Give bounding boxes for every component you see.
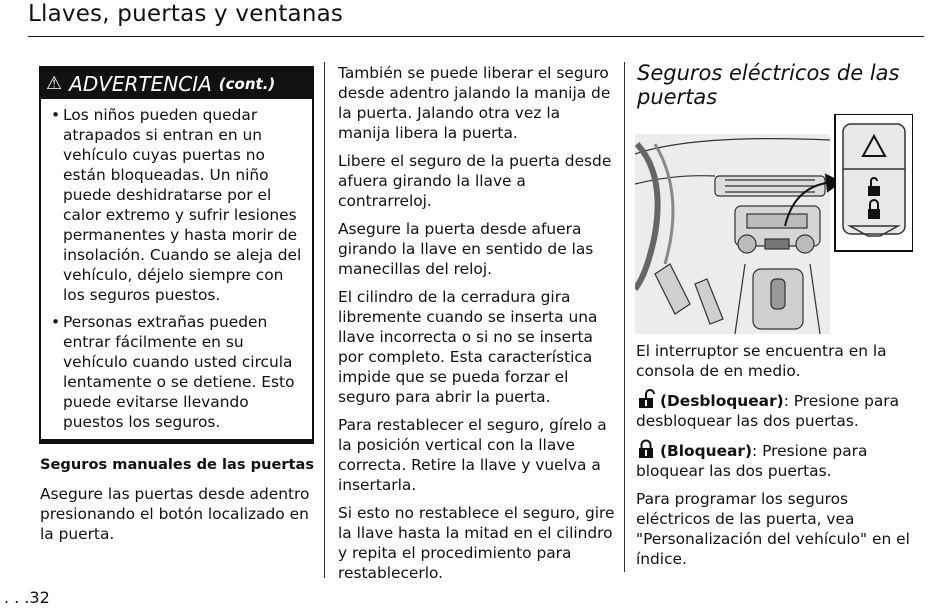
warning-box — [39, 66, 314, 444]
middle-paragraph: Libere el seguro de la puerta desde afuera girando la llave a contrarreloj. — [338, 152, 612, 210]
electric-intro: El interruptor se encuentra en la consola de en medio. — [636, 342, 887, 380]
electric-locks-text — [636, 341, 921, 577]
warning-title: ADVERTENCIA — [69, 71, 212, 96]
warning-list — [41, 99, 312, 432]
unlock-text: : Presione para desbloquear las dos puertas. — [636, 392, 900, 430]
lock-paragraph — [636, 439, 921, 481]
console-illustration — [635, 114, 913, 336]
middle-paragraph: Asegure la puerta desde afuera girando la llave en sentido de las manecillas del reloj. — [338, 220, 594, 278]
lock-label: (Bloquear) — [660, 442, 753, 460]
column-divider-right — [624, 62, 625, 572]
electric-locks-title: Seguros eléctricos de las puertas — [637, 61, 900, 109]
program-paragraph: Para programar los seguros eléctricos de las puerta, vea "Personalización del vehículo" en el índice. — [636, 490, 910, 568]
warning-item: • Los niños pueden quedar atrapados si entran en un vehículo cuyas puertas no están bloqueadas. Un niño puede deshidratarse por el calor extremo y sufrir lesiones permanentes y hasta morir de insolación. Cuando se aleja del vehículo, déjelo siempre con los seguros puestos. — [51, 105, 304, 305]
manual-locks-paragraph: Asegure las puertas desde adentro presionando el botón localizado en la puerta. — [40, 485, 310, 543]
warning-cont: (cont.) — [218, 74, 276, 93]
lock-icon — [636, 439, 656, 459]
warning-item: • Personas extrañas pueden entrar fácilmente en su vehículo cuando usted circula lentamente o se detiene. Esto puede evitarse llevando puestos los seguros. — [51, 312, 304, 432]
manual-locks-text — [40, 484, 315, 552]
lock-text: : Presione para bloquear las dos puertas. — [636, 442, 868, 480]
warning-triangle-icon: ⚠ — [46, 73, 63, 94]
middle-paragraph: El cilindro de la cerradura gira libremente cuando se inserta una llave incorrecta o si no se inserta por completo. Esta característica impide que se pueda forzar el seguro para abrir la puerta. — [338, 288, 598, 406]
unlock-paragraph — [636, 389, 921, 431]
warning-header — [41, 68, 312, 99]
middle-column — [338, 63, 616, 591]
middle-paragraph: Si esto no restablece el seguro, gire la llave hasta la mitad en el cilindro y repita el procedimiento para restablecerlo. — [338, 504, 615, 582]
unlock-icon — [636, 389, 656, 409]
page-number: . . .32 — [4, 588, 50, 607]
middle-paragraph: También se puede liberar el seguro desde adentro jalando la manija de la puerta. Jalando otra vez la manija libera la puerta. — [338, 64, 611, 142]
header-rule — [28, 36, 924, 37]
unlock-label: (Desbloquear) — [660, 392, 784, 410]
page-title: Llaves, puertas y ventanas — [28, 1, 344, 27]
middle-paragraph: Para restablecer el seguro, gírelo a la posición vertical con la llave correcta. Retire la llave y vuelva a insertarla. — [338, 416, 607, 494]
column-divider-left — [324, 62, 325, 578]
manual-locks-heading: Seguros manuales de las puertas — [40, 456, 315, 473]
